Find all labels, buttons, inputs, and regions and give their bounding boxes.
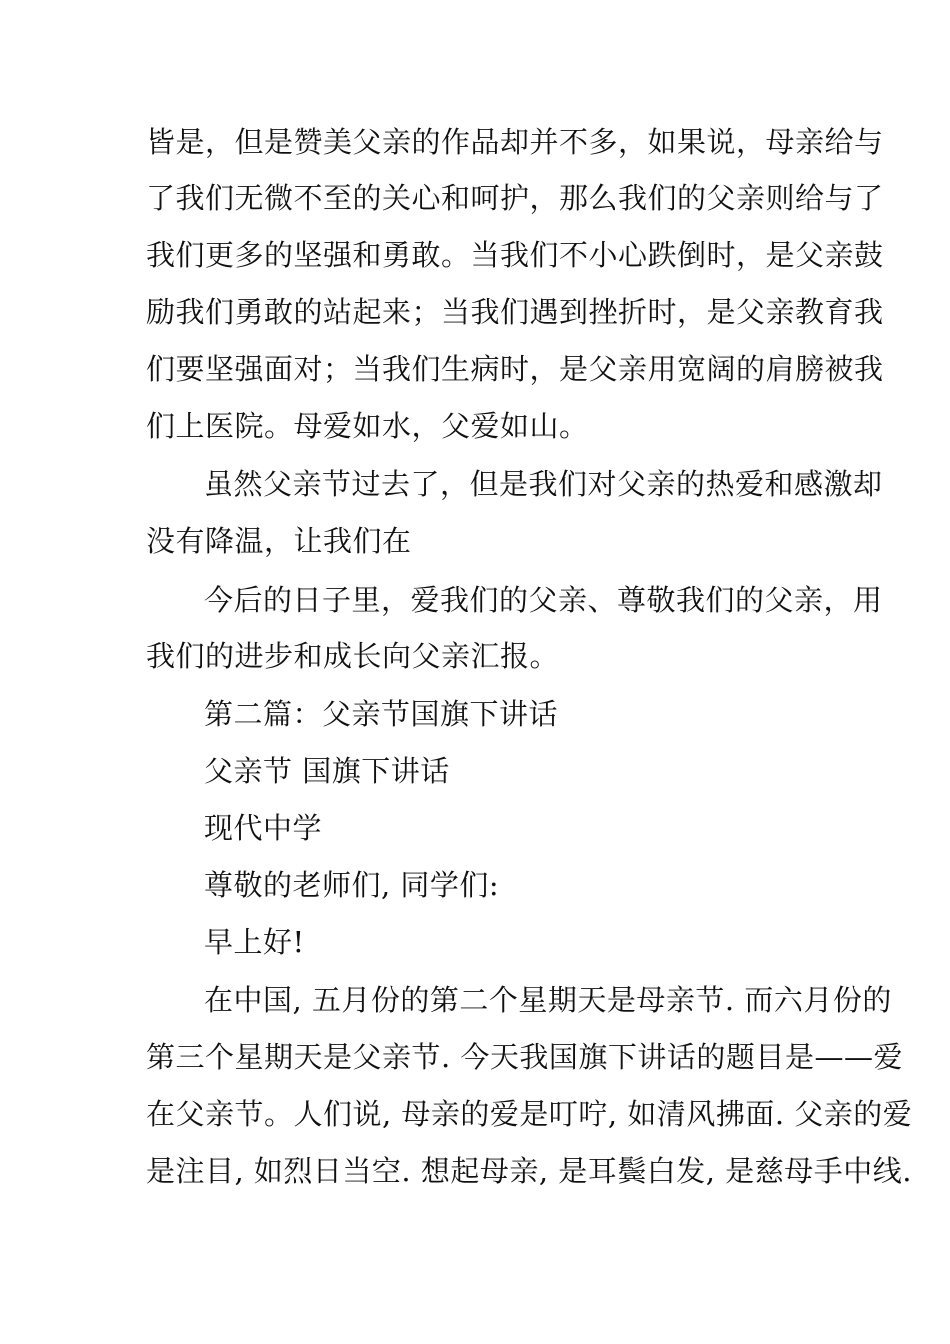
text-line: 第三个星期天是父亲节. 今天我国旗下讲话的题目是——爱 [146,1040,903,1074]
text-line: 励我们勇敢的站起来；当我们遇到挫折时，是父亲教育我 [146,295,884,329]
section-heading: 第二篇：父亲节国旗下讲话 [204,697,559,731]
text-line: 皆是，但是赞美父亲的作品却并不多，如果说，母亲给与 [146,125,884,159]
text-line: 没有降温，让我们在 [146,524,412,558]
text-line: 了我们无微不至的关心和呵护，那么我们的父亲则给与了 [146,181,884,215]
speech-title: 父亲节 国旗下讲话 [204,754,450,788]
greeting: 早上好! [204,925,305,959]
text-line: 们要坚强面对；当我们生病时，是父亲用宽阔的肩膀被我 [146,352,884,386]
paragraph-start-line: 在中国, 五月份的第二个星期天是母亲节. 而六月份的 [204,983,892,1017]
paragraph-start-line: 虽然父亲节过去了，但是我们对父亲的热爱和感激却 [204,467,883,501]
text-line: 我们更多的坚强和勇敢。当我们不小心跌倒时，是父亲鼓 [146,238,884,272]
salutation: 尊敬的老师们, 同学们: [204,868,500,902]
paragraph-start-line: 今后的日子里，爱我们的父亲、尊敬我们的父亲，用 [204,583,883,617]
text-line: 们上医院。母爱如水，父爱如山。 [146,409,589,443]
text-line: 是注目, 如烈日当空. 想起母亲, 是耳鬓白发, 是慈母手中线. [146,1154,912,1188]
text-line: 我们的进步和成长向父亲汇报。 [146,639,560,673]
text-line: 在父亲节。人们说, 母亲的爱是叮咛, 如清风拂面. 父亲的爱 [146,1097,913,1131]
school-name: 现代中学 [204,811,323,845]
